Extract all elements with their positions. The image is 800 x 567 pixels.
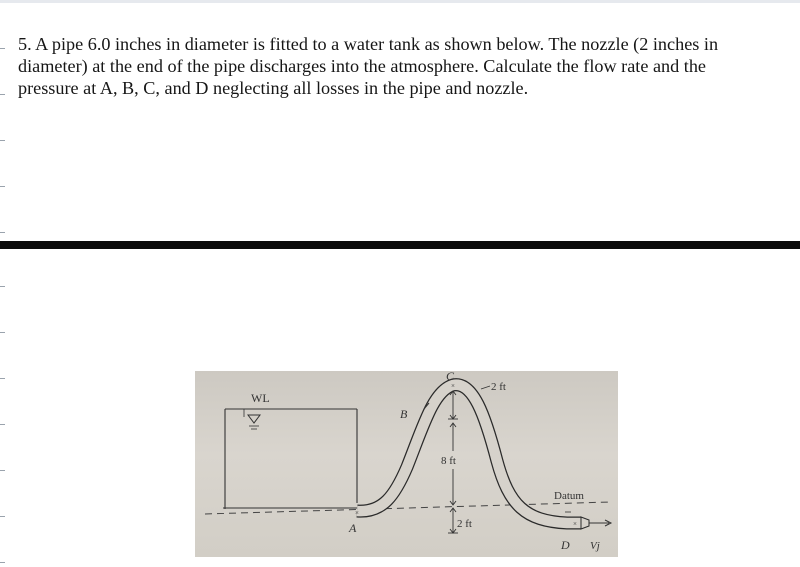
dim-top-label: 2 ft <box>491 381 506 393</box>
figure-drawing <box>195 371 618 557</box>
point-d-label: D <box>561 538 570 552</box>
wl-label: WL <box>251 391 270 405</box>
jet-velocity-label: Vj <box>590 540 600 552</box>
nozzle <box>581 517 589 529</box>
top-rule <box>0 0 800 3</box>
svg-text:×: × <box>451 382 455 390</box>
point-c-label: C <box>446 371 455 383</box>
question-text: 5. A pipe 6.0 inches in diameter is fitted to a water tank as shown below. The nozzle (2 inches in diameter) at the end of the pipe discharges into the atmosphere. Calculate the flow rate and the pressure at A, B, C, and D neglecting all losses in the pipe and nozzle. <box>18 34 719 98</box>
point-b-label: B <box>400 407 408 421</box>
dim-middle-label: 8 ft <box>441 455 456 467</box>
pipe-tank-figure <box>195 371 618 557</box>
point-a-label: A <box>349 521 357 535</box>
svg-text:×: × <box>355 509 359 517</box>
dim-bottom-label: 2 ft <box>457 518 472 530</box>
wl-triangle-icon <box>248 415 260 423</box>
svg-text:×: × <box>573 520 577 528</box>
section-divider <box>0 241 800 249</box>
datum-label: Datum <box>554 490 584 502</box>
